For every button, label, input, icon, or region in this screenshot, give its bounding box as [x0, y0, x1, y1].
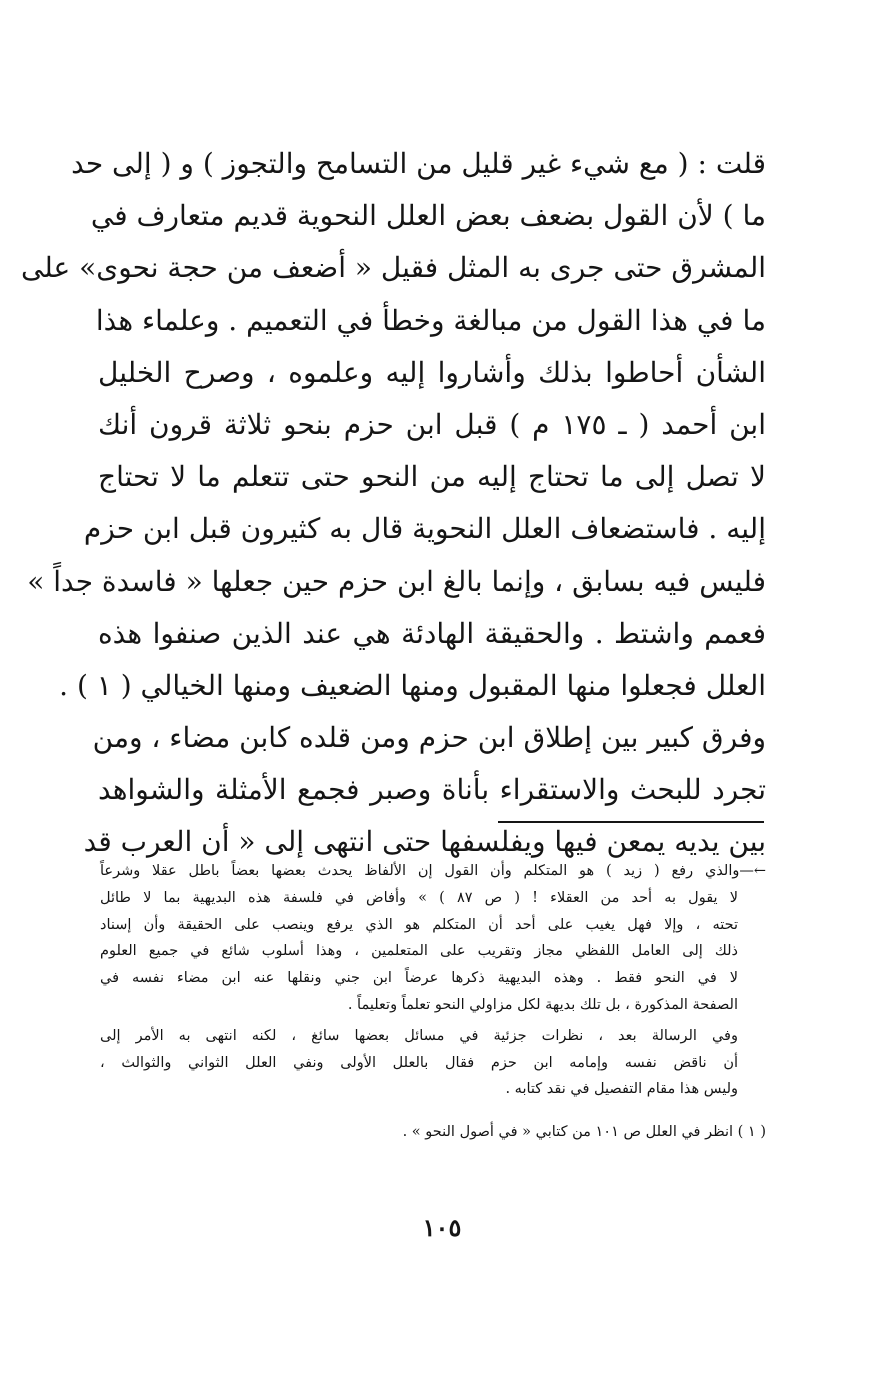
body-line: فعمم واشتط . والحقيقة الهادئة هي عند الذين صنفوا هذه: [98, 616, 766, 650]
footnotes-block: [100, 858, 766, 1146]
footnote-line: وليس هذا مقام التفصيل في نقد كتابه .: [505, 1081, 738, 1098]
footnote-line: لا يقول به أحد من العقلاء ! ( ص ٨٧ ) » وأفاض في فلسفة هذه البديهية بما لا طائل: [100, 889, 738, 906]
body-line: قلت : ( مع شيء غير قليل من التسامح والتجوز ) و ( إلى حد: [71, 147, 766, 180]
body-line: فليس فيه بسابق ، وإنما بالغ ابن حزم حين جعلها « فاسدة جداً »: [27, 564, 766, 598]
body-line: لا تصل إلى ما تحتاج إليه من النحو حتى تتعلم ما لا تحتاج: [98, 460, 766, 494]
page-number: ١٠٥: [422, 1213, 462, 1242]
footnote-line: ذلك إلى العامل اللفظي مجاز وتقريب على المتعلمين ، وهذا أسلوب شائع في جميع العلوم: [100, 943, 738, 960]
footnote-reference: ( ١ ) انظر في العلل ص ١٠١ من كتابي « في أصول النحو » .: [402, 1124, 766, 1141]
body-line: بين يديه يمعن فيها ويفلسفها حتى انتهى إلى « أن العرب قد: [83, 825, 766, 859]
body-line: وفرق كبير بين إطلاق ابن حزم ومن قلده كابن مضاء ، ومن: [92, 721, 766, 755]
footnote-line: تحته ، وإلا فهل يغيب على أحد أن المتكلم هو الذي يرفع وينصب على الحقيقة وأن إسناد: [100, 916, 738, 933]
body-line: المشرق حتى جرى به المثل فقيل « أضعف من حجة نحوى» على: [20, 251, 766, 285]
body-line: ما ) لأن القول بضعف بعض العلل النحوية قديم متعارف في: [90, 199, 766, 233]
body-line: تجرد للبحث والاستقراء بأناة وصبر فجمع الأمثلة والشواهد: [98, 773, 766, 807]
main-text-block: [20, 138, 767, 869]
footnote-line: وفي الرسالة بعد ، نظرات جزئية في مسائل بعضها سائغ ، لكنه انتهى به الأمر إلى: [100, 1027, 738, 1044]
footnote-line: الصفحة المذكورة ، بل تلك بديهة لكل مزاولي النحو تعلماً وتعليماً .: [347, 996, 738, 1013]
body-line: إليه . فاستضعاف العلل النحوية قال به كثيرون قبل ابن حزم: [83, 512, 766, 546]
footnote-separator: [498, 821, 764, 823]
body-line: العلل فجعلوا منها المقبول ومنها الضعيف ومنها الخيالي ( ١ ) .: [59, 668, 766, 702]
footnote-line: أن ناقض نفسه وإمامه ابن حزم فقال بالعلل الأولى ونفي العلل الثواني والثوالث ،: [100, 1054, 738, 1071]
footnote-line: لا في النحو فقط . وهذه البديهية ذكرها عرضاً ابن جني ونقلها عنه ابن مضاء نفسه في: [100, 970, 738, 987]
footnote-line: ←—والذي رفع ( زيد ) هو المتكلم وأن القول إن الألفاظ يحدث بعضها بعضاً باطل عقلا وشرعاً: [100, 863, 766, 879]
body-line: ما في هذا القول من مبالغة وخطأ في التعميم . وعلماء هذا: [95, 303, 766, 337]
body-line: ابن أحمد ( ـ ١٧٥ م ) قبل ابن حزم بنحو ثلاثة قرون أنك: [98, 407, 767, 441]
body-line: الشأن أحاطوا بذلك وأشاروا إليه وعلموه ، وصرح الخليل: [98, 355, 766, 389]
